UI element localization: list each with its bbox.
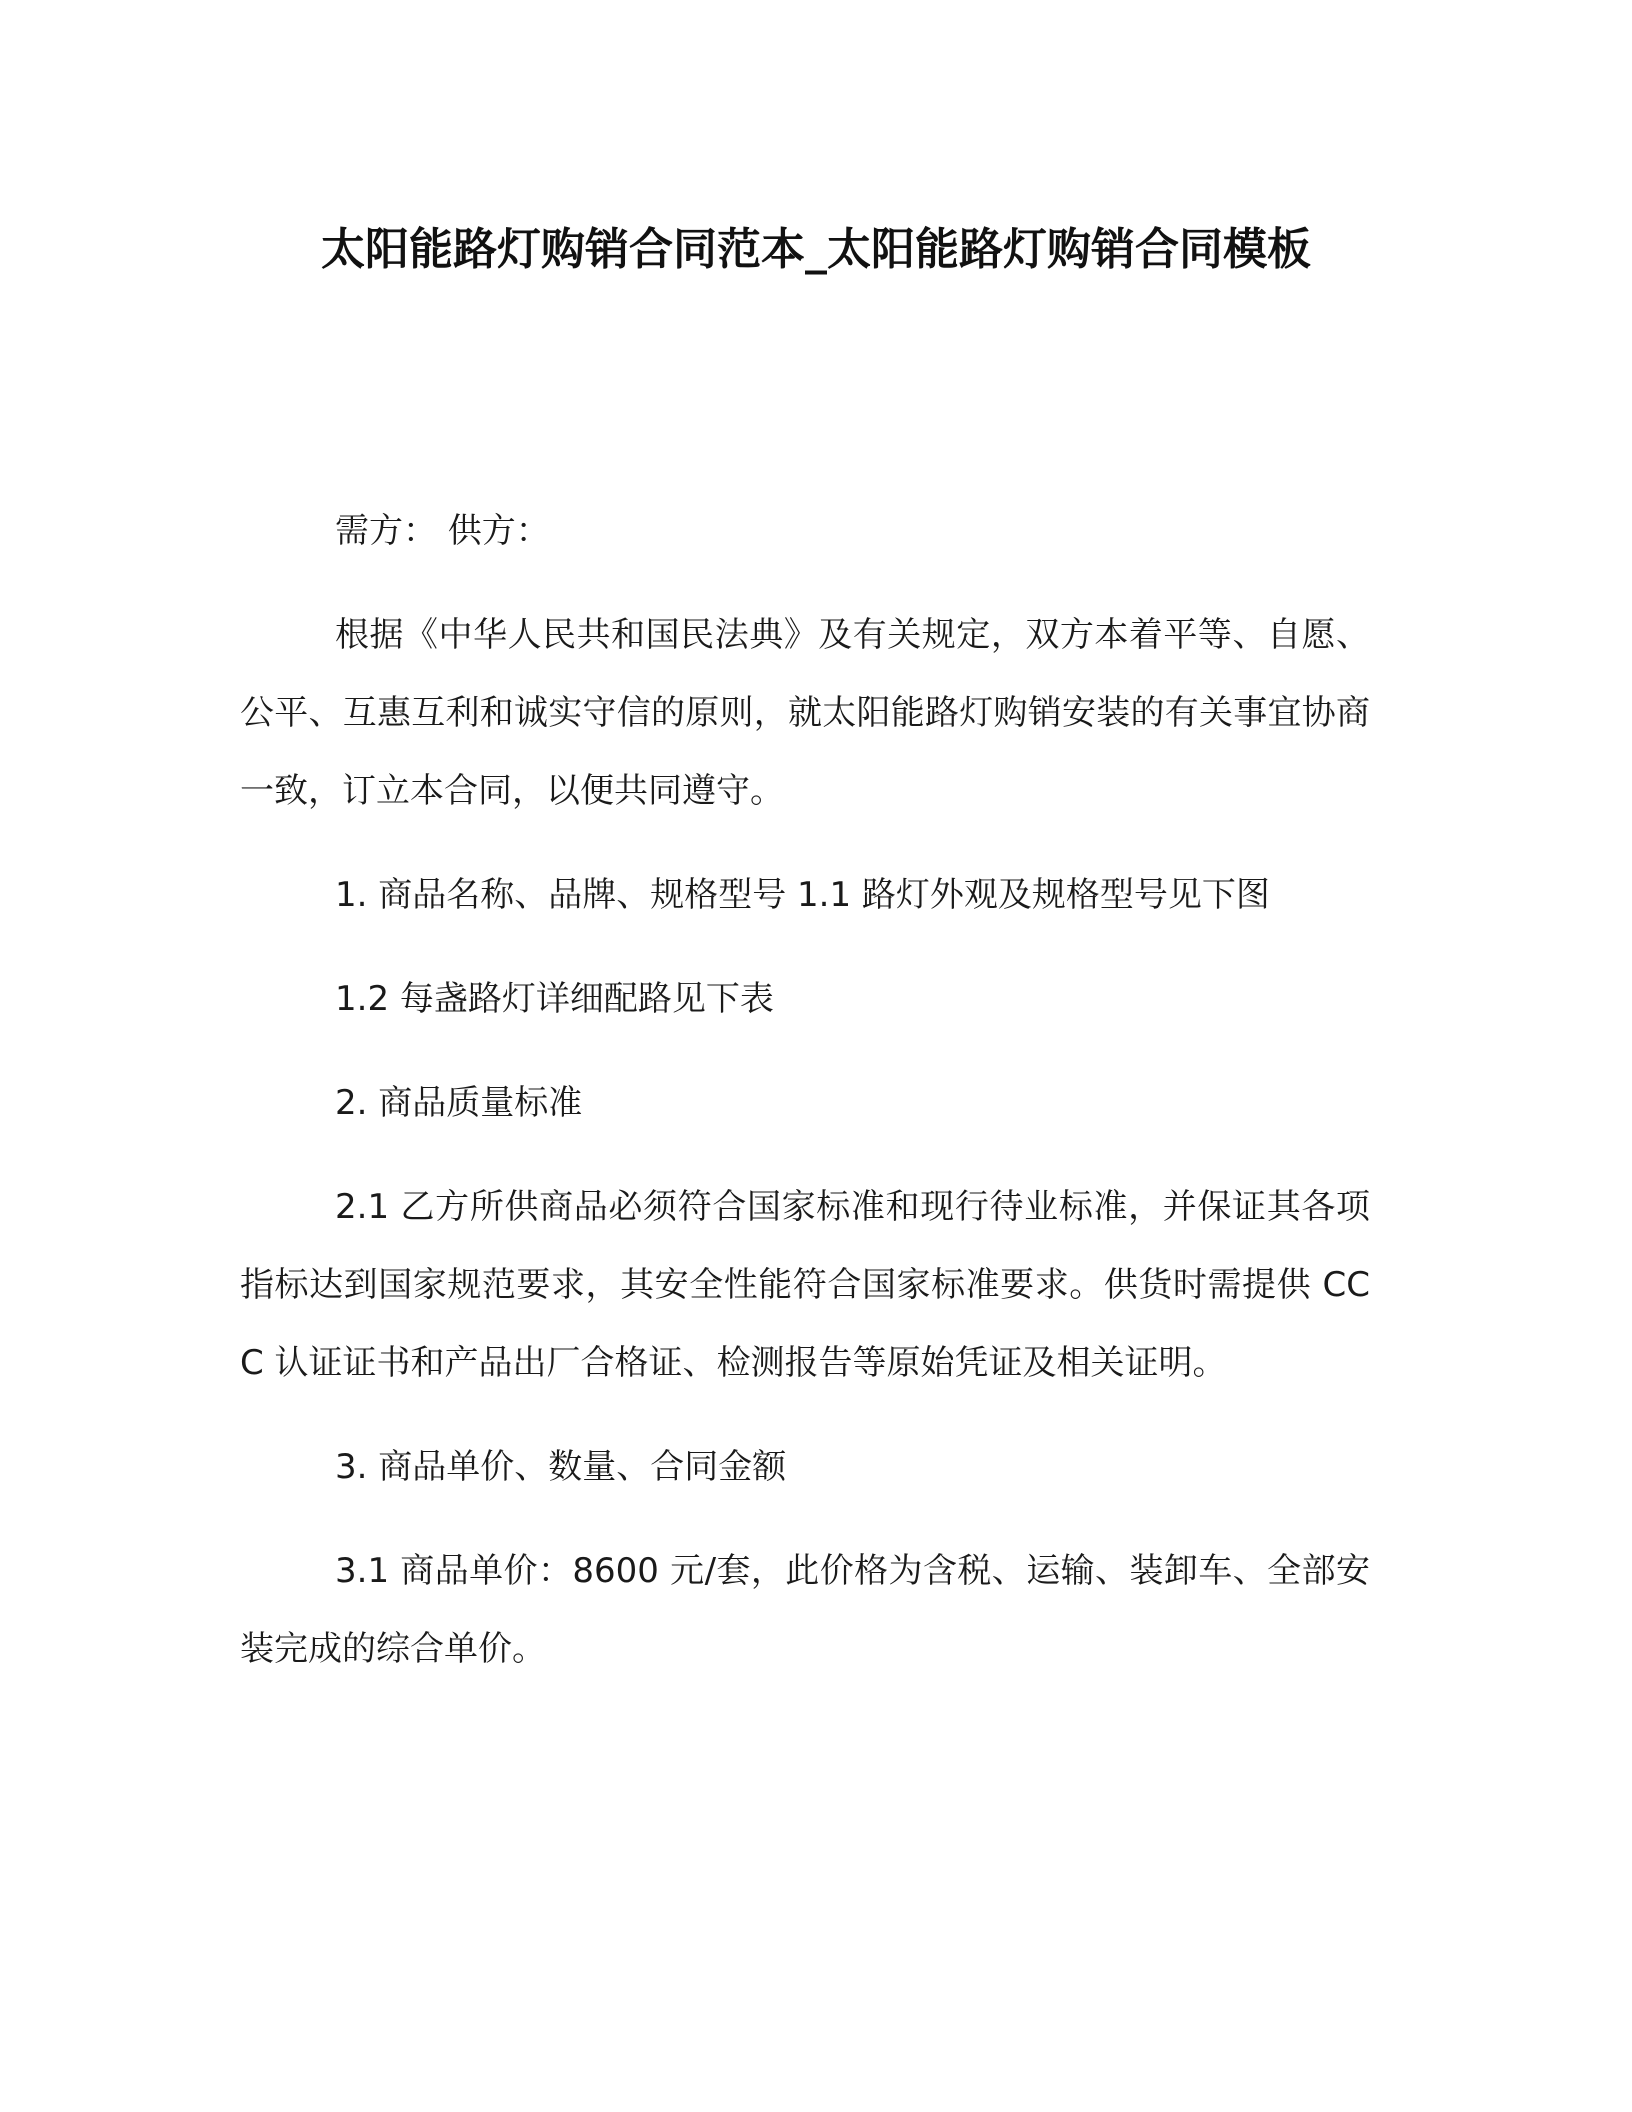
document-title: 太阳能路灯购销合同范本_太阳能路灯购销合同模板	[321, 224, 1311, 275]
preamble-paragraph: 根据《中华人民共和国民法典》及有关规定，双方本着平等、自愿、公平、互惠互利和诚实守信的原则，就太阳能路灯购销安装的有关事宜协商一致，订立本合同，以便共同遵守。	[240, 615, 1370, 811]
section-3-1-paragraph: 3.1 商品单价：8600 元/套，此价格为含税、运输、装卸车、全部安装完成的综合单价。	[240, 1551, 1370, 1669]
section-1-heading: 1. 商品名称、品牌、规格型号 1.1 路灯外观及规格型号见下图	[335, 875, 1270, 915]
document-body	[240, 492, 1370, 1714]
section-3-heading: 3. 商品单价、数量、合同金额	[335, 1447, 787, 1487]
parties-line: 需方： 供方：	[335, 511, 550, 551]
section-1-2-paragraph: 1.2 每盏路灯详细配路见下表	[335, 979, 774, 1019]
section-2-heading: 2. 商品质量标准	[335, 1083, 583, 1123]
section-2-1-paragraph: 2.1 乙方所供商品必须符合国家标准和现行待业标准，并保证其各项指标达到国家规范要求，其安全性能符合国家标准要求。供货时需提供 CCC 认证证书和产品出厂合格证、检测报告等原始凭证及相关证明。	[240, 1187, 1370, 1383]
